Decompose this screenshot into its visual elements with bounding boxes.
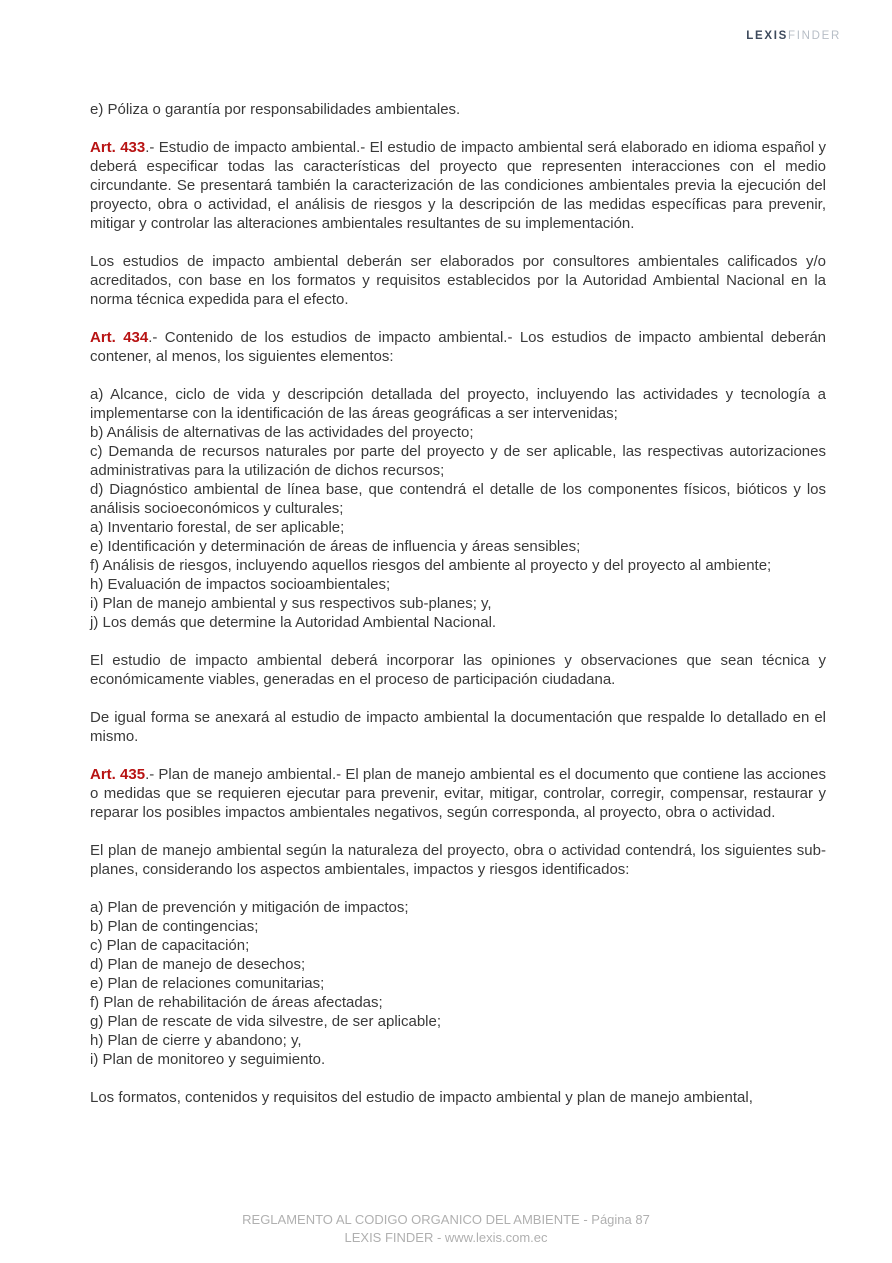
article-number: Art. 434 — [90, 329, 149, 346]
paragraph — [90, 1088, 826, 1107]
list-block — [90, 385, 826, 632]
list-item: f) Plan de rehabilitación de áreas afectadas; — [90, 994, 383, 1011]
paragraph-text: Los formatos, contenidos y requisitos del estudio de impacto ambiental y plan de manejo ambiental, — [90, 1089, 753, 1106]
paragraph-text: .- Plan de manejo ambiental.- El plan de manejo ambiental es el documento que contiene las acciones o medidas que se requieren ejecutar para prevenir, evitar, mitigar, controlar, corregir, compensar, restaurar y reparar los posibles impactos ambientales negativos, según corresponda, al proyecto, obra o actividad. — [90, 766, 826, 821]
paragraph-text: De igual forma se anexará al estudio de impacto ambiental la documentación que respalde lo detallado en el mismo. — [90, 709, 826, 745]
article-paragraph — [90, 328, 826, 366]
paragraph — [90, 651, 826, 689]
list-item: f) Análisis de riesgos, incluyendo aquellos riesgos del ambiente al proyecto y del proyecto al ambiente; — [90, 557, 772, 574]
list-item: h) Plan de cierre y abandono; y, — [90, 1032, 302, 1049]
document-body — [90, 100, 826, 1107]
paragraph — [90, 841, 826, 879]
paragraph-text: Los estudios de impacto ambiental deberán ser elaborados por consultores ambientales calificados y/o acreditados, con base en los formatos y requisitos establecidos por la Autoridad Ambiental Nacional en la norma técnica expedida para el efecto. — [90, 253, 826, 308]
list-item: g) Plan de rescate de vida silvestre, de ser aplicable; — [90, 1013, 442, 1030]
list-item: i) Plan de manejo ambiental y sus respectivos sub-planes; y, — [90, 595, 492, 612]
list-item: d) Plan de manejo de desechos; — [90, 956, 306, 973]
logo-secondary-text: FINDER — [787, 30, 841, 42]
list-item: c) Demanda de recursos naturales por parte del proyecto y de ser aplicable, las respectivas autorizaciones administrativas para la utilización de dichos recursos; — [90, 443, 826, 479]
list-item: i) Plan de monitoreo y seguimiento. — [90, 1051, 326, 1068]
list-item: b) Análisis de alternativas de las actividades del proyecto; — [90, 424, 474, 441]
article-number: Art. 433 — [90, 139, 146, 156]
paragraph-text: .- Contenido de los estudios de impacto ambiental.- Los estudios de impacto ambiental deberán contener, al menos, los siguientes elementos: — [90, 329, 826, 365]
paragraph-text: El plan de manejo ambiental según la naturaleza del proyecto, obra o actividad contendrá, los siguientes sub-planes, considerando los aspectos ambientales, impactos y riesgos identificados: — [90, 842, 826, 878]
footer-document-title: REGLAMENTO AL CODIGO ORGANICO DEL AMBIENTE - Página 87 — [242, 1212, 650, 1227]
list-item: c) Plan de capacitación; — [90, 937, 250, 954]
list-item: a) Inventario forestal, de ser aplicable; — [90, 519, 345, 536]
paragraph — [90, 708, 826, 746]
list-item: d) Diagnóstico ambiental de línea base, que contendrá el detalle de los componentes físicos, bióticos y los análisis socioeconómicos y culturales; — [90, 481, 826, 517]
list-item: e) Plan de relaciones comunitarias; — [90, 975, 325, 992]
lexisfinder-logo — [746, 30, 841, 42]
paragraph — [90, 100, 826, 119]
paragraph — [90, 252, 826, 309]
article-paragraph — [90, 138, 826, 233]
list-item: j) Los demás que determine la Autoridad Ambiental Nacional. — [90, 614, 497, 631]
article-number: Art. 435 — [90, 766, 146, 783]
paragraph-text: El estudio de impacto ambiental deberá incorporar las opiniones y observaciones que sean técnica y económicamente viables, generadas en el proceso de participación ciudadana. — [90, 652, 826, 688]
list-item: a) Alcance, ciclo de vida y descripción detallada del proyecto, incluyendo las actividades y tecnología a implementarse con la identificación de las áreas geográficas a ser intervenidas; — [90, 386, 826, 422]
paragraph-text: .- Estudio de impacto ambiental.- El estudio de impacto ambiental será elaborado en idioma español y deberá especificar todas las características del proyecto que representen interacciones con el medio circundante. Se presentará también la caracterización de las condiciones ambientales previa la ejecución del proyecto, obra o actividad, el análisis de riesgos y la descripción de las medidas específicas para prevenir, mitigar y controlar las alteraciones ambientales resultantes de su implementación. — [90, 139, 827, 232]
page-footer — [0, 1211, 892, 1247]
footer-source: LEXIS FINDER - www.lexis.com.ec — [344, 1230, 548, 1245]
list-block — [90, 898, 826, 1069]
list-item: h) Evaluación de impactos socioambientales; — [90, 576, 391, 593]
list-item: a) Plan de prevención y mitigación de impactos; — [90, 899, 409, 916]
list-item: e) Identificación y determinación de áreas de influencia y áreas sensibles; — [90, 538, 581, 555]
paragraph-text: e) Póliza o garantía por responsabilidades ambientales. — [90, 101, 461, 118]
logo-primary-text: LEXIS — [746, 30, 788, 42]
article-paragraph — [90, 765, 826, 822]
list-item: b) Plan de contingencias; — [90, 918, 259, 935]
